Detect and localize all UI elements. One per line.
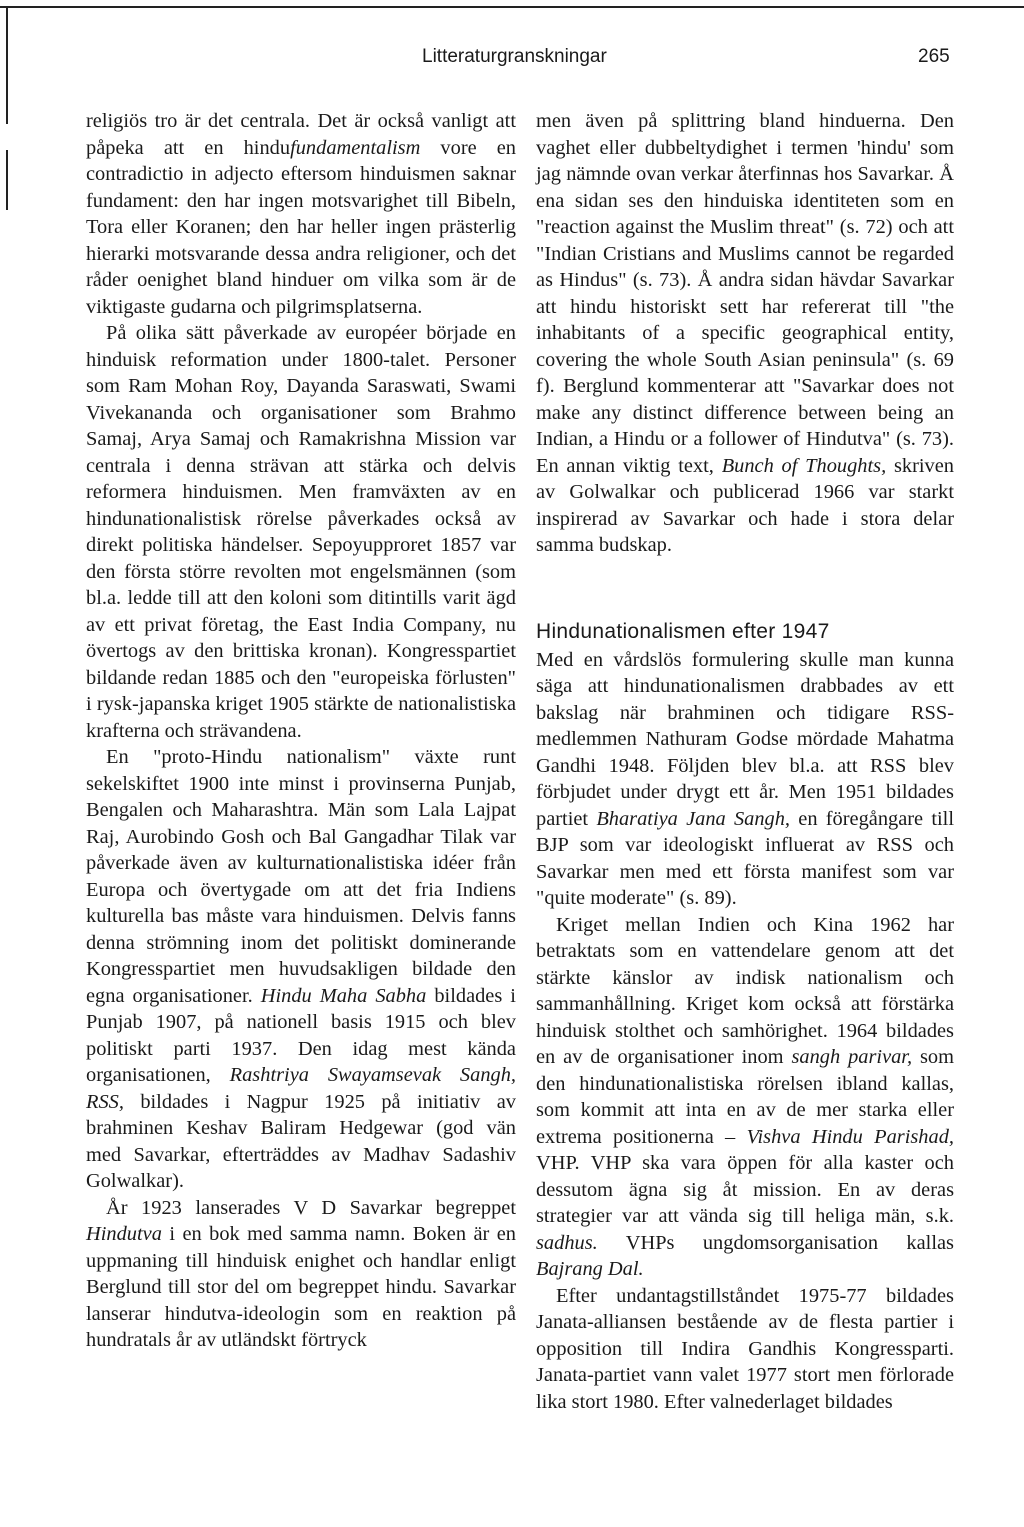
- left-border-rule-lower: [6, 150, 8, 210]
- emphasis: Bunch of Thoughts,: [721, 454, 887, 477]
- paragraph: [86, 1195, 516, 1354]
- text-run: men även på splittring bland hinduerna. Den vaghet eller dubbeltydighet i termen 'hindu' som jag nämnde ovan verkar återfinnas hos Savarkar. Å ena sidan ses den hinduiska identiteten som en "reaction against the Muslim threat" (s. 72) och att "Indian Cristians and Muslims cannot be regarded as Hindus" (s. 73). Å andra sidan hävdar Savarkar att hindu historiskt sett har refererat till "the inhabitants of a specific geographical entity, covering the whole South Asian peninsula" (s. 69 f). Berglund kommenterar att "Savarkar does not make any distinct difference between being an Indian, a Hindu or a follower of Hindutva" (s. 73). En annan viktig text,: [536, 110, 954, 477]
- paragraph: [536, 108, 954, 559]
- emphasis: Vishva Hindu Parishad,: [746, 1125, 954, 1148]
- top-border-rule: [0, 6, 1024, 8]
- running-title: Litteraturgranskningar: [422, 46, 607, 67]
- text-run: Kriget mellan Indien och Kina 1962 har betraktats som en vattendelare genom att det stärkte känslor av indisk nationalism och sammanhållning. Kriget kom också att förstärka hinduisk stolthet och samhörighet. 1964 bildades en av de organisationer inom: [536, 913, 954, 1068]
- emphasis: Bajrang Dal.: [536, 1258, 644, 1280]
- paragraph: [86, 108, 516, 320]
- paragraph: Efter undantagstillståndet 1975-77 bildades Janata-alliansen bestående av de flesta partier i opposition till Indira Gandhis Kongressparti. Janata-partiet vann valet 1977 stort men förlorade lika stort 1980. Efter valnederlaget bildades: [536, 1284, 954, 1413]
- emphasis: fundamentalism: [290, 136, 421, 159]
- emphasis: Rashtriya Swayamsevak Sangh, RSS,: [86, 1064, 517, 1113]
- paragraph: [536, 912, 954, 1283]
- text-run: En "proto-Hindu nationalism" växte runt sekelskiftet 1900 inte minst i provinserna Punjab, Bengalen och Maharashtra. Män som Lala Lajpat Raj, Aurobindo Gosh och Bal Gangadhar Tilak var påverkade även av kulturnationalistiska idéer från Europa och övertygade om att det fria Indiens kulturella bas måste vara hinduismen. Delvis fanns denna strömning inom det politiskt dominerande Kongresspartiet men huvudsakligen bildade den egna organisationer.: [86, 746, 516, 1007]
- paragraph: [86, 744, 516, 1195]
- text-run: År 1923 lanserades V D Savarkar begreppet: [106, 1196, 516, 1219]
- emphasis: sangh parivar,: [791, 1046, 913, 1068]
- paragraph: [536, 647, 954, 912]
- text-run: som den hindunationalistiska rörelsen ibland kallas, som kommit att inta en av de mer starka eller extrema positionerna –: [536, 1046, 954, 1148]
- text-run: en föregångare till BJP som var ideologiskt influerat av RSS och Savarkar men med ett första manifest som var "quite moderate" (s. 89).: [536, 807, 954, 909]
- text-run: bildades i Nagpur 1925 på initiativ av brahminen Keshav Baliram Hedgewar (god vän med Savarkar, efterträddes av Madhav Sadashiv Golwalkar).: [86, 1090, 516, 1192]
- text-run: VHP. VHP ska vara öppen för alla kaster och dessutom ägna sig åt mission. En av deras strategier var att vända sig till heliga män, s.k.: [536, 1152, 954, 1227]
- emphasis: Bharatiya Jana Sangh,: [596, 807, 791, 830]
- text-run: i en bok med samma namn. Boken är en uppmaning till hinduisk enighet och handlar enligt Berglund till stor del om begreppet hindu. Savarkar lanserar hindutva-ideologin som en reaktion på hundratals år av utländskt förtryck: [86, 1223, 516, 1351]
- right-column: [536, 108, 954, 1415]
- page-number: 265: [918, 46, 950, 67]
- emphasis: sadhus.: [536, 1231, 598, 1254]
- text-run: religiös tro är det centrala. Det är också vanligt att påpeka att en hindu: [86, 110, 516, 159]
- text-run: Med en vårdslös formulering skulle man kunna säga att hindunationalismen drabbades av ett bakslag när brahminen och tidigare RSS-medlemmen Nathuram Godse mördade Mahatma Gandhi 1948. Följden blev bl.a. att RSS blev förbjudet under drygt ett år. Men 1951 bildades partiet: [536, 648, 954, 830]
- running-header: [0, 46, 1024, 74]
- left-column: [86, 108, 516, 1354]
- text-run: vore en contradictio in adjecto eftersom hinduismen saknar fundament: den har ingen motsvarighet till Bibeln, Tora eller Koranen; den har heller ingen prästerlig hierarki motsvarande dessa andra religioner, och det råder oenighet bland hinduer om vilka som är de viktigaste gudarna och pilgrimsplatserna.: [86, 136, 516, 318]
- text-run: skriven av Golwalkar och publicerad 1966 var starkt inspirerad av Savarkar och hade i stora delar samma budskap.: [536, 454, 955, 556]
- emphasis: Hindutva: [86, 1223, 162, 1245]
- emphasis: Hindu Maha Sabha: [260, 984, 427, 1007]
- section-heading: Hindunationalismen efter 1947: [536, 619, 830, 643]
- text-run: bildades i Punjab 1907, på nationell basis 1915 och blev politiskt parti 1937. Den idag mest kända organisationen,: [86, 984, 516, 1086]
- paragraph: På olika sätt påverkade av européer började en hinduisk reformation under 1800-talet. Personer som Ram Mohan Roy, Dayanda Saraswati, Swami Vivekananda och organisationer som Brahmo Samaj, Arya Samaj och Ramakrishna Mission var centrala i denna strävan att stärka och delvis reformera hinduismen. Men framväxten av en hindunationalistisk rörelse påverkades också av direkt politiska händelser. Sepoyupproret 1857 var den första större revolten mot engelsmännen (som bl.a. ledde till att den koloni som ditintills varit ägd av ett privat företag, the East India Company, nu övertogs av den brittiska kronan). Kongresspartiet bildande redan 1885 och den "europeiska förlusten" i rysk-japanska kriget 1905 stärkte de nationalistiska krafterna och strävandena.: [86, 322, 516, 742]
- text-run: VHPs ungdomsorganisation kallas: [597, 1231, 954, 1254]
